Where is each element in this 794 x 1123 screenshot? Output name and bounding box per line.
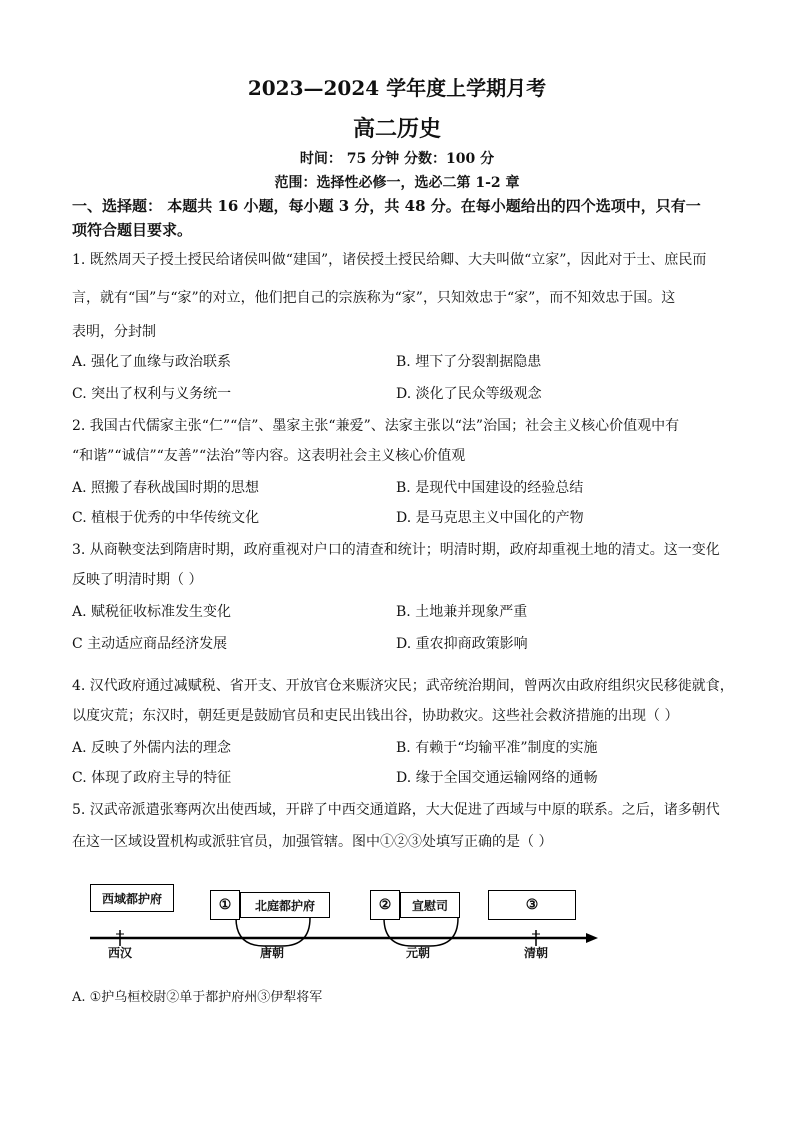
section-heading-line2: 项符合题目要求。 [72, 221, 193, 239]
q4-line1: 4. 汉代政府通过减赋税、省开支、开放官仓来赈济灾民；武帝统治期间，曾两次由政府组织灾民移徙就食， [72, 678, 734, 694]
box-xiyu-duhufu: 西域都护府 [90, 884, 174, 912]
box-beiting-duhufu: 北庭都护府 [240, 892, 330, 918]
q2-option-a[interactable]: A. 照搬了春秋战国时期的思想 [72, 480, 260, 496]
box-blank-2[interactable]: ② [370, 890, 400, 920]
q4-option-d[interactable]: D. 缘于全国交通运输网络的通畅 [396, 770, 598, 786]
time-score: 时间： 75 分钟 分数：100 分 [299, 151, 495, 167]
q2-option-b[interactable]: B. 是现代中国建设的经验总结 [396, 480, 584, 496]
box-xuanweisi: 宣慰司 [400, 892, 460, 918]
section-heading-line1: 一、选择题： 本题共 16 小题，每小题 3 分，共 48 分。在每小题给出的四个选项中，只有一 [72, 197, 701, 215]
era-yuan: 元朝 [406, 946, 431, 960]
q4-option-c[interactable]: C. 体现了政府主导的特征 [72, 770, 232, 786]
q5-line2: 在这一区域设置机构或派驻官员，加强管辖。图中①②③处填写正确的是（ ） [72, 834, 553, 850]
timeline-diagram [86, 878, 606, 968]
q3-option-b[interactable]: B. 土地兼并现象严重 [396, 604, 528, 620]
q1-option-c[interactable]: C. 突出了权利与义务统一 [72, 386, 232, 402]
era-tang: 唐朝 [260, 946, 285, 960]
q1-line2: 言，就有“国”与“家”的对立，他们把自己的宗族称为“家”，只知效忠于“家”，而不知效忠于国。这 [72, 290, 676, 306]
q3-option-a[interactable]: A. 赋税征收标准发生变化 [72, 604, 232, 620]
q3-option-d[interactable]: D. 重农抑商政策影响 [396, 636, 528, 652]
q2-option-d[interactable]: D. 是马克思主义中国化的产物 [396, 510, 584, 526]
subject-title: 高二历史 [352, 116, 441, 142]
q2-line1: 2. 我国古代儒家主张“仁”“信”、墨家主张“兼爱”、法家主张以“法”治国；社会主义核心价值观中有 [72, 418, 680, 434]
q1-option-b[interactable]: B. 埋下了分裂割据隐患 [396, 354, 542, 370]
q2-line2: “和谐”“诚信”“友善”“法治”等内容。这表明社会主义核心价值观 [72, 448, 466, 464]
q1-line1: 1. 既然周天子授土授民给诸侯叫做“建国”，诸侯授土授民给卿、大夫叫做“立家”，因此对于士、庶民而 [72, 252, 707, 268]
q4-option-a[interactable]: A. 反映了外儒内法的理念 [72, 740, 232, 756]
q5-option-a[interactable]: A. ①护乌桓校尉②单于都护府州③伊犁将军 [72, 990, 323, 1005]
q3-option-c[interactable]: C 主动适应商品经济发展 [72, 636, 228, 652]
q1-option-a[interactable]: A. 强化了血缘与政治联系 [72, 354, 232, 370]
era-xihan: 西汉 [108, 946, 133, 960]
exam-scope: 范围：选择性必修一，选必二第 1-2 章 [274, 175, 520, 191]
q5-line1: 5. 汉武帝派遣张骞两次出使西域，开辟了中西交通道路，大大促进了西域与中原的联系。之后，诸多朝代 [72, 802, 720, 818]
q3-line2: 反映了明清时期（ ） [72, 572, 203, 588]
q1-option-d[interactable]: D. 淡化了民众等级观念 [396, 386, 542, 402]
box-blank-3[interactable]: ③ [488, 890, 576, 920]
era-qing: 清朝 [524, 946, 549, 960]
q3-line1: 3. 从商鞅变法到隋唐时期，政府重视对户口的清查和统计；明清时期，政府却重视土地的清丈。这一变化 [72, 542, 720, 558]
box-blank-1[interactable]: ① [210, 890, 240, 920]
exam-title: 2023—2024 学年度上学期月考 [247, 76, 547, 100]
q2-option-c[interactable]: C. 植根于优秀的中华传统文化 [72, 510, 260, 526]
q4-option-b[interactable]: B. 有赖于“均输平准”制度的实施 [396, 740, 598, 756]
q1-line3: 表明，分封制 [72, 324, 156, 340]
q4-line2: 以度灾荒；东汉时，朝廷更是鼓励官员和吏民出钱出谷，协助救灾。这些社会救济措施的出现（ ） [72, 708, 679, 724]
